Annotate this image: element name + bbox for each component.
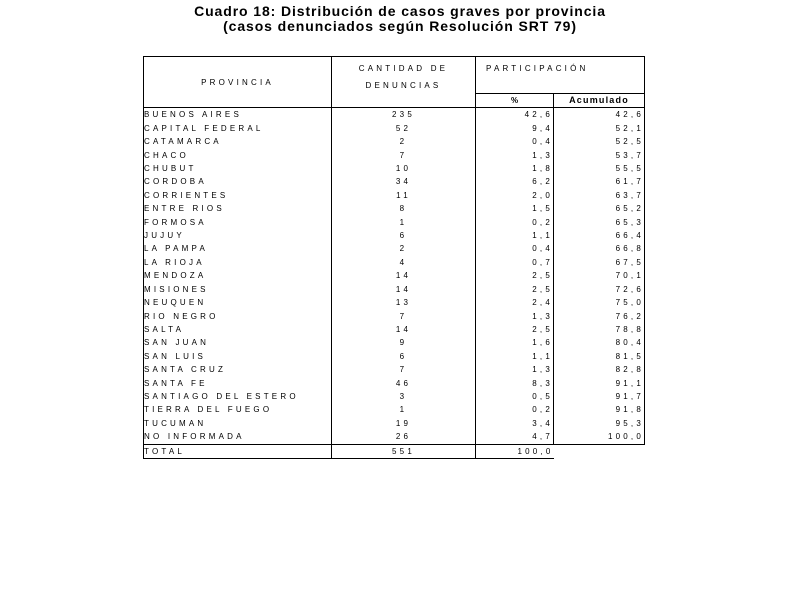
pct-cell: 0,5 bbox=[476, 390, 554, 403]
cantidad-cell: 7 bbox=[332, 363, 476, 376]
provincia-cell: CAPITAL FEDERAL bbox=[144, 122, 332, 135]
table-row bbox=[144, 310, 645, 323]
total-pct: 100,0 bbox=[476, 444, 554, 458]
table-row bbox=[144, 390, 645, 403]
cantidad-cell: 14 bbox=[332, 269, 476, 282]
total-acum-empty bbox=[554, 444, 645, 458]
acumulado-cell: 52,1 bbox=[554, 122, 645, 135]
provincia-cell: FORMOSA bbox=[144, 216, 332, 229]
provinces-table bbox=[143, 56, 645, 459]
acumulado-cell: 91,7 bbox=[554, 390, 645, 403]
cantidad-cell: 4 bbox=[332, 256, 476, 269]
header-pct: % bbox=[476, 94, 554, 108]
table-row bbox=[144, 403, 645, 416]
provincia-cell: NO INFORMADA bbox=[144, 430, 332, 444]
provincia-cell: NEUQUEN bbox=[144, 296, 332, 309]
provincia-cell: TIERRA DEL FUEGO bbox=[144, 403, 332, 416]
pct-cell: 8,3 bbox=[476, 377, 554, 390]
acumulado-cell: 100,0 bbox=[554, 430, 645, 444]
total-row bbox=[144, 444, 645, 458]
cantidad-cell: 9 bbox=[332, 336, 476, 349]
table-row bbox=[144, 189, 645, 202]
cantidad-cell: 1 bbox=[332, 216, 476, 229]
pct-cell: 1,3 bbox=[476, 310, 554, 323]
acumulado-cell: 72,6 bbox=[554, 283, 645, 296]
acumulado-cell: 65,2 bbox=[554, 202, 645, 215]
provincia-cell: CHUBUT bbox=[144, 162, 332, 175]
acumulado-cell: 61,7 bbox=[554, 175, 645, 188]
header-cantidad-line2: DENUNCIAS bbox=[365, 81, 442, 90]
provincia-cell: LA RIOJA bbox=[144, 256, 332, 269]
provincia-cell: SAN LUIS bbox=[144, 350, 332, 363]
pct-cell: 4,7 bbox=[476, 430, 554, 444]
pct-cell: 1,6 bbox=[476, 336, 554, 349]
cantidad-cell: 52 bbox=[332, 122, 476, 135]
acumulado-cell: 42,6 bbox=[554, 108, 645, 122]
table-row bbox=[144, 296, 645, 309]
cantidad-cell: 8 bbox=[332, 202, 476, 215]
table-row bbox=[144, 363, 645, 376]
acumulado-cell: 95,3 bbox=[554, 417, 645, 430]
pct-cell: 1,5 bbox=[476, 202, 554, 215]
pct-cell: 1,8 bbox=[476, 162, 554, 175]
cantidad-cell: 11 bbox=[332, 189, 476, 202]
cantidad-cell: 26 bbox=[332, 430, 476, 444]
pct-cell: 0,4 bbox=[476, 242, 554, 255]
table-row bbox=[144, 336, 645, 349]
table-row bbox=[144, 202, 645, 215]
cantidad-cell: 46 bbox=[332, 377, 476, 390]
cantidad-cell: 14 bbox=[332, 323, 476, 336]
cantidad-cell: 1 bbox=[332, 403, 476, 416]
pct-cell: 2,4 bbox=[476, 296, 554, 309]
provincia-cell: CHACO bbox=[144, 149, 332, 162]
acumulado-cell: 81,5 bbox=[554, 350, 645, 363]
table-row bbox=[144, 417, 645, 430]
header-participacion: PARTICIPACIÓN bbox=[476, 57, 645, 94]
cantidad-cell: 14 bbox=[332, 283, 476, 296]
provincia-cell: SANTA CRUZ bbox=[144, 363, 332, 376]
acumulado-cell: 63,7 bbox=[554, 189, 645, 202]
provincia-cell: MISIONES bbox=[144, 283, 332, 296]
provincia-cell: LA PAMPA bbox=[144, 242, 332, 255]
cantidad-cell: 7 bbox=[332, 149, 476, 162]
cantidad-cell: 13 bbox=[332, 296, 476, 309]
acumulado-cell: 91,8 bbox=[554, 403, 645, 416]
pct-cell: 1,3 bbox=[476, 363, 554, 376]
acumulado-cell: 75,0 bbox=[554, 296, 645, 309]
provincia-cell: CORRIENTES bbox=[144, 189, 332, 202]
acumulado-cell: 66,8 bbox=[554, 242, 645, 255]
provincia-cell: ENTRE RIOS bbox=[144, 202, 332, 215]
provincia-cell: JUJUY bbox=[144, 229, 332, 242]
acumulado-cell: 78,8 bbox=[554, 323, 645, 336]
provincia-cell: CORDOBA bbox=[144, 175, 332, 188]
pct-cell: 1,1 bbox=[476, 350, 554, 363]
pct-cell: 0,2 bbox=[476, 216, 554, 229]
table-row bbox=[144, 108, 645, 122]
cantidad-cell: 34 bbox=[332, 175, 476, 188]
cantidad-cell: 10 bbox=[332, 162, 476, 175]
acumulado-cell: 65,3 bbox=[554, 216, 645, 229]
table-row bbox=[144, 149, 645, 162]
cantidad-cell: 19 bbox=[332, 417, 476, 430]
header-cantidad-line1: CANTIDAD DE bbox=[358, 64, 449, 73]
header-acumulado: Acumulado bbox=[554, 94, 645, 108]
pct-cell: 3,4 bbox=[476, 417, 554, 430]
table-row bbox=[144, 135, 645, 148]
acumulado-cell: 91,1 bbox=[554, 377, 645, 390]
table-row bbox=[144, 256, 645, 269]
pct-cell: 9,4 bbox=[476, 122, 554, 135]
table-title: Cuadro 18: Distribución de casos graves por provincia bbox=[194, 3, 606, 19]
acumulado-cell: 52,5 bbox=[554, 135, 645, 148]
header-row-1 bbox=[144, 57, 645, 94]
table-row bbox=[144, 350, 645, 363]
pct-cell: 2,5 bbox=[476, 269, 554, 282]
table-subtitle: (casos denunciados según Resolución SRT 79) bbox=[223, 18, 577, 34]
header-cantidad bbox=[332, 57, 476, 108]
cantidad-cell: 7 bbox=[332, 310, 476, 323]
provincia-cell: RIO NEGRO bbox=[144, 310, 332, 323]
pct-cell: 0,7 bbox=[476, 256, 554, 269]
table-row bbox=[144, 242, 645, 255]
total-label: TOTAL bbox=[144, 444, 332, 458]
provincia-cell: MENDOZA bbox=[144, 269, 332, 282]
pct-cell: 1,1 bbox=[476, 229, 554, 242]
acumulado-cell: 67,5 bbox=[554, 256, 645, 269]
provincia-cell: BUENOS AIRES bbox=[144, 108, 332, 122]
header-provincia: PROVINCIA bbox=[144, 57, 332, 108]
pct-cell: 6,2 bbox=[476, 175, 554, 188]
acumulado-cell: 66,4 bbox=[554, 229, 645, 242]
cantidad-cell: 2 bbox=[332, 242, 476, 255]
total-cantidad: 551 bbox=[332, 444, 476, 458]
table-row bbox=[144, 269, 645, 282]
table-row bbox=[144, 229, 645, 242]
table-row bbox=[144, 430, 645, 444]
pct-cell: 42,6 bbox=[476, 108, 554, 122]
acumulado-cell: 70,1 bbox=[554, 269, 645, 282]
table-row bbox=[144, 122, 645, 135]
acumulado-cell: 55,5 bbox=[554, 162, 645, 175]
acumulado-cell: 82,8 bbox=[554, 363, 645, 376]
table-row bbox=[144, 323, 645, 336]
cantidad-cell: 3 bbox=[332, 390, 476, 403]
cantidad-cell: 6 bbox=[332, 229, 476, 242]
pct-cell: 1,3 bbox=[476, 149, 554, 162]
cantidad-cell: 6 bbox=[332, 350, 476, 363]
table-row bbox=[144, 162, 645, 175]
provincia-cell: SANTIAGO DEL ESTERO bbox=[144, 390, 332, 403]
acumulado-cell: 76,2 bbox=[554, 310, 645, 323]
provincia-cell: CATAMARCA bbox=[144, 135, 332, 148]
pct-cell: 2,0 bbox=[476, 189, 554, 202]
table-row bbox=[144, 283, 645, 296]
acumulado-cell: 53,7 bbox=[554, 149, 645, 162]
cantidad-cell: 2 bbox=[332, 135, 476, 148]
provincia-cell: SANTA FE bbox=[144, 377, 332, 390]
table-row bbox=[144, 175, 645, 188]
pct-cell: 2,5 bbox=[476, 323, 554, 336]
table-row bbox=[144, 216, 645, 229]
pct-cell: 0,4 bbox=[476, 135, 554, 148]
provincia-cell: SALTA bbox=[144, 323, 332, 336]
acumulado-cell: 80,4 bbox=[554, 336, 645, 349]
provincia-cell: SAN JUAN bbox=[144, 336, 332, 349]
table-row bbox=[144, 377, 645, 390]
provincia-cell: TUCUMAN bbox=[144, 417, 332, 430]
cantidad-cell: 235 bbox=[332, 108, 476, 122]
pct-cell: 0,2 bbox=[476, 403, 554, 416]
pct-cell: 2,5 bbox=[476, 283, 554, 296]
